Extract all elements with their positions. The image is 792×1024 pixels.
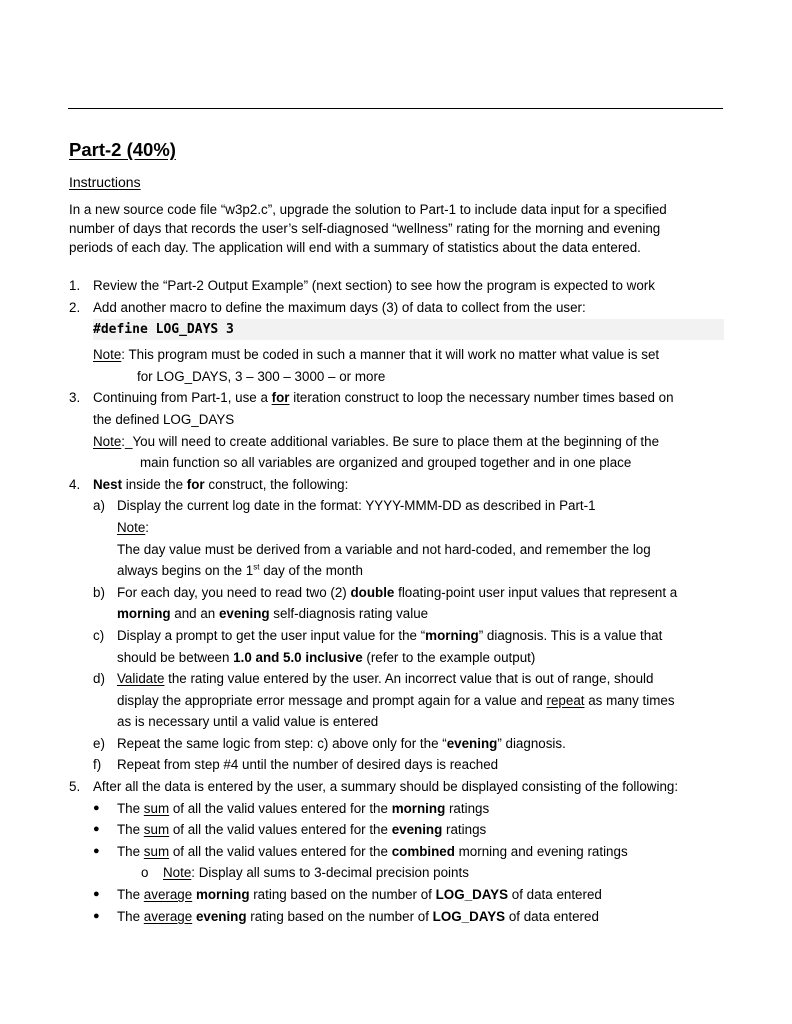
text-run: should be between <box>117 649 234 665</box>
list-item-text <box>93 474 724 496</box>
intro-line: number of days that records the user’s self-diagnosed “wellness” rating for the morning and evening <box>69 221 661 236</box>
bullet-item <box>69 841 724 863</box>
list-item-text: After all the data is entered by the user, a summary should be displayed consisting of the following: <box>93 779 679 795</box>
note-label: Note <box>163 865 192 881</box>
bullet-item <box>69 906 724 928</box>
list-item-1 <box>69 275 724 297</box>
note-text: main function so all variables are organized and grouped together and in one place <box>140 455 632 471</box>
sub-item-text: The day value must be derived from a variable and not hard-coded, and remember the log <box>117 541 651 557</box>
bullet-icon: ● <box>93 801 100 814</box>
sub-item-d-line <box>69 690 724 712</box>
text-run: ratings <box>442 822 487 838</box>
morning-keyword: morning <box>117 606 171 622</box>
key-word: evening <box>391 822 443 838</box>
list-number: 3. <box>69 390 81 406</box>
list-number: 1. <box>69 278 81 293</box>
for-keyword: for <box>271 390 290 406</box>
list-item-2 <box>69 297 724 319</box>
text-run: The <box>117 887 144 903</box>
note-label: Note <box>117 519 146 535</box>
text-run: rating based on the number of <box>246 908 433 924</box>
intro-line: periods of each day. The application will end with a summary of statistics about the data entered. <box>69 240 641 255</box>
code-block: #define LOG_DAYS 3 <box>93 319 724 340</box>
sub-item-text <box>117 625 724 647</box>
sub-item-b <box>69 582 724 604</box>
key-word: combined <box>391 843 455 859</box>
nest-keyword: Nest <box>93 476 123 492</box>
text-run: ratings <box>445 800 490 816</box>
note-colon: : <box>145 519 150 535</box>
validate-word: Validate <box>117 671 165 687</box>
sub-letter: b) <box>93 584 105 600</box>
sub-item-a-line <box>69 560 724 582</box>
list-item-text: Add another macro to define the maximum days (3) of data to collect from the user: <box>93 299 586 315</box>
list-item-4 <box>69 474 724 496</box>
list-item-5 <box>69 776 724 798</box>
sum-word: sum <box>143 843 170 859</box>
text-run: (refer to the example output) <box>362 649 536 665</box>
circle-bullet-icon: o <box>141 865 149 881</box>
bullet-text <box>117 884 724 906</box>
intro-paragraph <box>69 200 724 257</box>
sub-letter: c) <box>93 627 105 643</box>
sub-item-text <box>117 603 724 625</box>
text-run: construct, the following: <box>204 476 349 492</box>
sub-letter: e) <box>93 735 105 751</box>
text-run: iteration construct to loop the necessary number times based on <box>289 390 674 406</box>
bullet-icon: ● <box>93 823 100 836</box>
bullet-text <box>117 819 724 841</box>
sub-item-a <box>69 495 724 517</box>
text-run: floating-point user input values that represent a <box>394 584 678 600</box>
text-run: Display a prompt to get the user input value for the “ <box>117 627 426 643</box>
page-title: Part-2 (40%) <box>69 139 176 160</box>
note-label: Note <box>93 347 122 363</box>
text-run: The <box>117 800 144 816</box>
text-run: of all the valid values entered for the <box>169 822 392 838</box>
text-run: of all the valid values entered for the <box>169 800 392 816</box>
sub-item-a-note <box>69 517 724 539</box>
note-text: for LOG_DAYS, 3 – 300 – 3000 – or more <box>137 368 386 384</box>
bullet-icon: ● <box>93 888 100 901</box>
average-word: average <box>143 908 193 924</box>
bullet-item <box>69 798 724 820</box>
text-run: The <box>117 908 144 924</box>
sub-item-c-line <box>69 647 724 669</box>
log-days-keyword: LOG_DAYS <box>435 887 509 903</box>
sub-item-text <box>117 733 724 755</box>
sub-item-a-line <box>69 539 724 561</box>
morning-keyword: morning <box>425 627 479 643</box>
key-word: evening <box>195 908 247 924</box>
sub-item-d <box>69 668 724 690</box>
text-run: morning and evening ratings <box>454 843 628 859</box>
text-run: self-diagnosis rating value <box>269 606 429 622</box>
bullet-item <box>69 819 724 841</box>
sub-item-text: Display the current log date in the format: YYYY-MMM-DD as described in Part-1 <box>117 498 596 514</box>
top-horizontal-rule <box>68 108 723 109</box>
text-run: always begins on the 1 <box>117 563 254 579</box>
for-keyword: for <box>186 476 205 492</box>
text-run: Continuing from Part-1, use a <box>93 390 272 406</box>
text-run: rating based on the number of <box>249 887 436 903</box>
range-text: 1.0 and 5.0 inclusive <box>233 649 363 665</box>
text-run: display the appropriate error message and prompt again for a value and <box>117 692 547 708</box>
key-word: morning <box>391 800 446 816</box>
bullet-text <box>117 906 724 928</box>
sub-item-text <box>117 647 724 669</box>
sub-letter: f) <box>93 757 102 773</box>
instruction-list <box>69 275 724 927</box>
text-run: day of the month <box>259 563 363 579</box>
text-run: The <box>117 843 144 859</box>
text-run: and an <box>170 606 219 622</box>
bullet-item <box>69 884 724 906</box>
repeat-word: repeat <box>546 692 585 708</box>
evening-keyword: evening <box>446 735 498 751</box>
list-item-3-continued <box>69 409 724 431</box>
list-item-text: the defined LOG_DAYS <box>93 411 235 427</box>
list-number: 5. <box>69 779 81 795</box>
note-label: Note <box>93 433 122 449</box>
intro-line: In a new source code file “w3p2.c”, upgrade the solution to Part-1 to include data input for a specified <box>69 202 667 217</box>
sub-item-text <box>117 690 724 712</box>
list-item-text <box>93 387 724 409</box>
note-text: :_You will need to create additional variables. Be sure to place them at the beginning of the <box>121 433 660 449</box>
sub-bullet-text <box>163 862 724 884</box>
sub-item-b-line <box>69 603 724 625</box>
list-number: 4. <box>69 476 81 492</box>
list-number: 2. <box>69 299 81 315</box>
key-word: morning <box>195 887 250 903</box>
text-run: Repeat the same logic from step: c) above only for the “ <box>117 735 447 751</box>
list-item-3 <box>69 387 724 409</box>
text-run: the rating value entered by the user. An incorrect value that is out of range, should <box>164 671 654 687</box>
log-days-keyword: LOG_DAYS <box>432 908 506 924</box>
text-run: of data entered <box>508 887 602 903</box>
list-item-text: Review the “Part-2 Output Example” (next section) to see how the program is expected to work <box>93 278 655 293</box>
ordinal-suffix: st <box>253 562 260 572</box>
sum-word: sum <box>143 822 170 838</box>
sum-word: sum <box>143 800 170 816</box>
text-run: as many times <box>584 692 675 708</box>
section-subtitle: Instructions <box>69 174 141 190</box>
note-block <box>93 340 724 387</box>
text-run: ” diagnosis. <box>497 735 566 751</box>
sub-letter: d) <box>93 671 105 687</box>
sub-item-c <box>69 625 724 647</box>
text-run: ” diagnosis. This is a value that <box>478 627 663 643</box>
sub-item-text <box>117 560 724 582</box>
sub-item-text <box>117 668 724 690</box>
sub-item-text <box>117 517 724 539</box>
double-keyword: double <box>350 584 395 600</box>
bullet-icon: ● <box>93 909 100 922</box>
sub-item-text: as is necessary until a valid value is entered <box>117 714 379 730</box>
bullet-text <box>117 841 724 863</box>
sub-bullet-item <box>69 862 724 884</box>
sub-item-f <box>69 754 724 776</box>
note-block <box>93 431 724 474</box>
note-text: : This program must be coded in such a manner that it will work no matter what value is set <box>121 347 660 363</box>
text-run: The <box>117 822 144 838</box>
bullet-text <box>117 798 724 820</box>
sub-letter: a) <box>93 498 105 514</box>
text-run: of all the valid values entered for the <box>169 843 392 859</box>
text-run: of data entered <box>505 908 599 924</box>
text-run: inside the <box>122 476 187 492</box>
text-run: : Display all sums to 3-decimal precision points <box>191 865 469 881</box>
sub-item-d-line <box>69 711 724 733</box>
sub-item-text: Repeat from step #4 until the number of desired days is reached <box>117 757 499 773</box>
bullet-icon: ● <box>93 844 100 857</box>
sub-item-e <box>69 733 724 755</box>
evening-keyword: evening <box>218 606 270 622</box>
sub-item-text <box>117 582 724 604</box>
text-run: For each day, you need to read two (2) <box>117 584 351 600</box>
average-word: average <box>143 887 193 903</box>
